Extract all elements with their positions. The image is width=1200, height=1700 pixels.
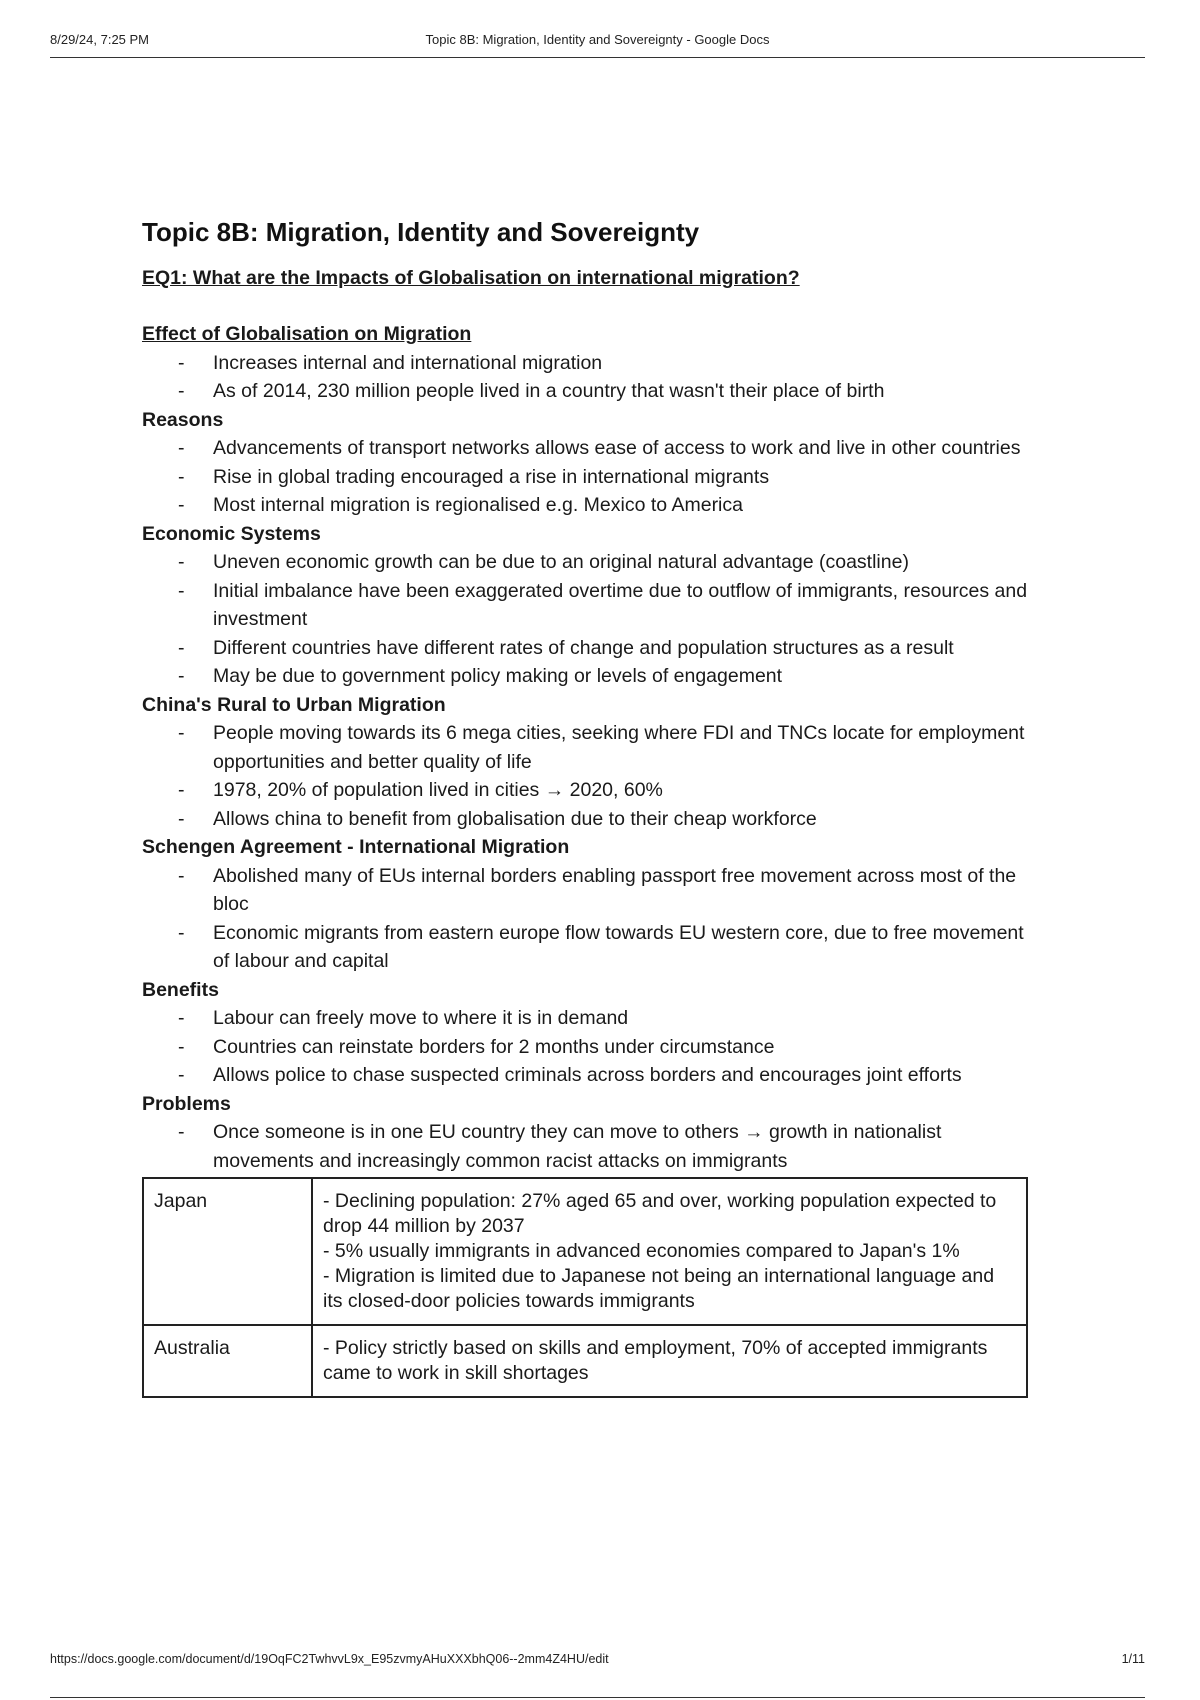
list-item-text: As of 2014, 230 million people lived in a country that wasn't their place of birth (213, 380, 885, 402)
list-item (142, 463, 1042, 492)
list-item-text: Allows china to benefit from globalisation due to their cheap workforce (213, 807, 817, 830)
detail-line: - Policy strictly based on skills and employment, 70% of accepted immigrants came to work in skill shortages (323, 1337, 988, 1384)
list-item-text: People moving towards its 6 mega cities, seeking where FDI and TNCs locate for employment opportunities and better quality of life (213, 722, 1025, 773)
bullet-list (142, 434, 1042, 520)
list-item-text: Uneven economic growth can be due to an original natural advantage (coastline) (213, 551, 909, 573)
bullet-dash: - (178, 864, 185, 887)
list-item (142, 1061, 1042, 1090)
list-item-text: May be due to government policy making or levels of engagement (213, 665, 783, 687)
detail-line: - Migration is limited due to Japanese not being an international language and its closed-door policies towards immigrants (323, 1265, 995, 1312)
bullet-dash: - (178, 1064, 185, 1086)
list-item (142, 805, 1042, 834)
bullet-dash: - (178, 665, 185, 687)
list-item (142, 719, 1042, 776)
bullet-dash: - (178, 807, 185, 830)
bullet-list (142, 349, 1042, 406)
bullet-dash: - (178, 579, 185, 602)
print-header (50, 32, 1145, 58)
print-date: 8/29/24, 7:25 PM (50, 32, 150, 47)
detail-line: - Declining population: 27% aged 65 and over, working population expected to drop 44 million by 2037 (323, 1190, 997, 1237)
list-item (142, 577, 1042, 634)
print-document-title: Topic 8B: Migration, Identity and Sovereignty - Google Docs (425, 32, 770, 47)
section-heading: Effect of Globalisation on Migration (142, 323, 472, 345)
list-item (142, 776, 1042, 805)
bullet-dash: - (178, 494, 185, 516)
country-cell: Japan (143, 1178, 312, 1325)
page-number: 1/11 (1121, 1652, 1145, 1666)
section-heading: Problems (142, 1092, 231, 1115)
document-title: Topic 8B: Migration, Identity and Sovereignty (142, 217, 700, 247)
list-item (142, 377, 1042, 406)
bullet-dash: - (178, 779, 185, 801)
section-heading: Schengen Agreement - International Migration (142, 836, 570, 858)
section-heading: Benefits (142, 978, 219, 1001)
list-item (142, 662, 1042, 691)
list-item-text: Economic migrants from eastern europe flow towards EU western core, due to free movement of labour and capital (213, 921, 1024, 972)
bullet-dash: - (178, 636, 185, 659)
bullet-dash: - (178, 1007, 185, 1029)
list-item-text: 1978, 20% of population lived in cities → 2020, 60% (213, 779, 663, 801)
list-item-text: Once someone is in one EU country they can move to others → growth in nationalist movements and increasingly common racist attacks on immigrants (213, 1121, 942, 1172)
list-item (142, 1004, 1042, 1033)
sections-container (142, 320, 1042, 1175)
bullet-dash: - (178, 921, 185, 944)
table-row (143, 1178, 1027, 1325)
bullet-list (142, 862, 1042, 976)
print-url: https://docs.google.com/document/d/19OqFC2TwhvvL9x_E95zvmyAHuXXXbhQ06--2mm4Z4HU/edit (50, 1652, 609, 1666)
list-item-text: Advancements of transport networks allows ease of access to work and live in other countries (213, 437, 1021, 459)
list-item (142, 634, 1042, 663)
bullet-list (142, 1118, 1042, 1175)
country-comparison-table (142, 1177, 1028, 1398)
list-item-text: Rise in global trading encouraged a rise in international migrants (213, 465, 770, 488)
details-cell (312, 1178, 1027, 1325)
list-item-text: Increases internal and international migration (213, 351, 603, 374)
list-item-text: Abolished many of EUs internal borders enabling passport free movement across most of the bloc (213, 864, 1017, 915)
list-item (142, 548, 1042, 577)
list-item (142, 1118, 1042, 1175)
list-item-text: Allows police to chase suspected criminals across borders and encourages joint efforts (213, 1064, 962, 1086)
bullet-list (142, 719, 1042, 833)
bullet-dash: - (178, 722, 185, 744)
table-row (143, 1325, 1027, 1397)
bullet-dash: - (178, 551, 185, 573)
eq1-heading: EQ1: What are the Impacts of Globalisation on international migration? (142, 267, 800, 289)
bullet-list (142, 548, 1042, 691)
list-item-text: Different countries have different rates of change and population structures as a result (213, 636, 954, 659)
section-heading: China's Rural to Urban Migration (142, 693, 446, 716)
detail-line: - 5% usually immigrants in advanced economies compared to Japan's 1% (323, 1240, 960, 1262)
list-item-text: Labour can freely move to where it is in demand (213, 1007, 629, 1029)
print-footer (50, 1652, 1145, 1698)
bullet-dash: - (178, 380, 185, 402)
document-body (142, 212, 1042, 1398)
list-item (142, 919, 1042, 976)
section-heading: Reasons (142, 408, 224, 431)
bullet-list (142, 1004, 1042, 1090)
bullet-dash: - (178, 437, 185, 459)
list-item (142, 491, 1042, 520)
bullet-dash: - (178, 1121, 185, 1143)
details-cell (312, 1325, 1027, 1397)
list-item (142, 1033, 1042, 1062)
list-item (142, 349, 1042, 378)
list-item-text: Initial imbalance have been exaggerated overtime due to outflow of immigrants, resources and investment (213, 579, 1028, 630)
list-item-text: Most internal migration is regionalised e.g. Mexico to America (213, 494, 743, 516)
country-cell: Australia (143, 1325, 312, 1397)
bullet-dash: - (178, 1035, 185, 1058)
section-heading: Economic Systems (142, 522, 321, 545)
list-item (142, 862, 1042, 919)
list-item (142, 434, 1042, 463)
bullet-dash: - (178, 351, 185, 374)
list-item-text: Countries can reinstate borders for 2 months under circumstance (213, 1035, 775, 1058)
bullet-dash: - (178, 465, 185, 488)
